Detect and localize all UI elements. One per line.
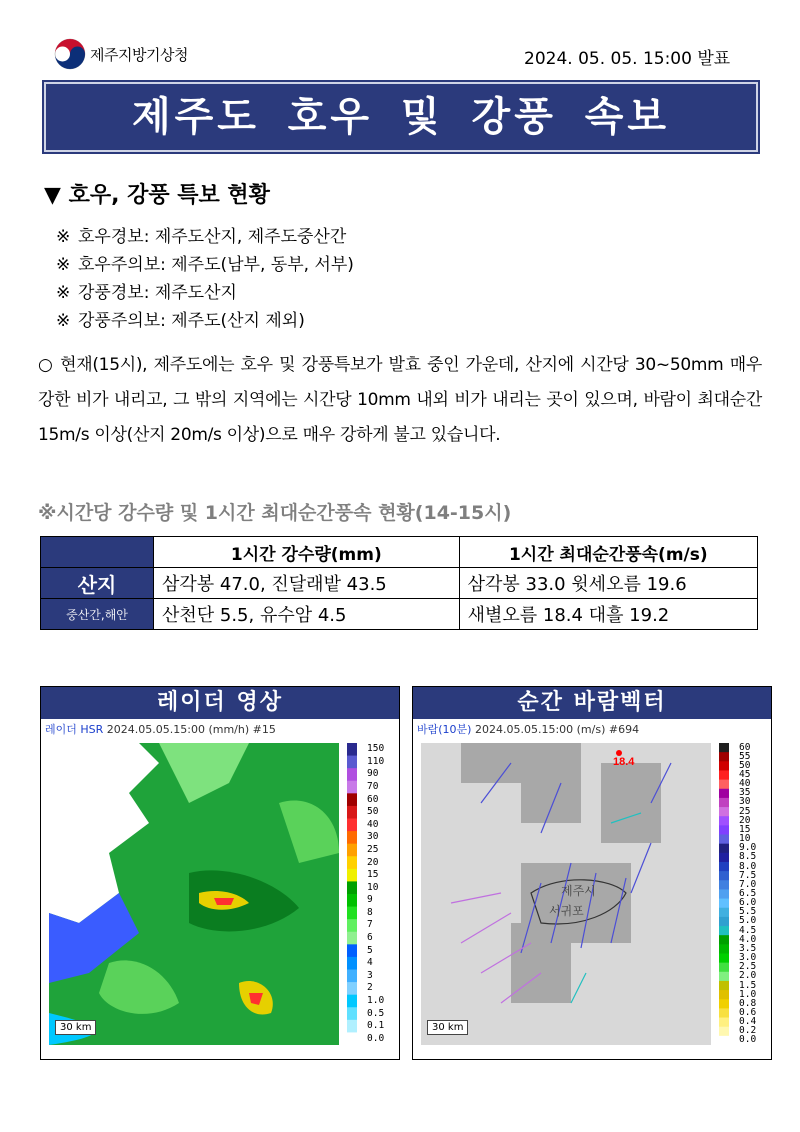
status-heading: ▼ 호우, 강풍 특보 현황: [44, 183, 270, 208]
wind-cell: 삼각봉 33.0 윗세오름 19.6: [459, 568, 757, 599]
radar-color-swatch: [347, 768, 357, 781]
status-item-text: 강풍경보: 제주도산지: [78, 283, 237, 303]
row-label: 중산간,해안: [41, 599, 154, 630]
radar-color-swatch: [347, 932, 357, 945]
wind-color-swatch: [719, 1018, 729, 1028]
radar-color-swatch: [347, 831, 357, 844]
radar-legend-label: 40: [367, 818, 379, 830]
observation-table: [40, 536, 758, 630]
radar-color-bar: [347, 743, 357, 1045]
wind-legend-label: 1.5: [739, 979, 757, 991]
wind-legend-label: 15: [739, 823, 751, 835]
radar-legend-label: 0.1: [367, 1020, 385, 1032]
wind-color-swatch: [719, 862, 729, 872]
ref-mark: ※: [56, 283, 71, 303]
wind-color-swatch: [719, 770, 729, 780]
radar-color-swatch: [347, 970, 357, 983]
radar-scale-bar: 30 km: [55, 1020, 96, 1035]
wind-legend-label: 0.6: [739, 1006, 757, 1018]
wind-color-swatch: [719, 743, 729, 753]
radar-legend-label: 5: [367, 944, 373, 956]
wind-legend-label: 0.4: [739, 1016, 757, 1028]
wind-legend-label: 0.8: [739, 997, 757, 1009]
wind-color-swatch: [719, 835, 729, 845]
radar-legend-label: 9: [367, 894, 373, 906]
radar-info: 2024.05.05.15:00 (mm/h) #15: [106, 723, 276, 736]
wind-color-swatch: [719, 853, 729, 863]
radar-color-swatch: [347, 781, 357, 794]
wind-color-swatch: [719, 816, 729, 826]
column-header-rain: 1시간 강수량(mm): [154, 537, 460, 568]
wind-color-swatch: [719, 789, 729, 799]
wind-color-swatch: [719, 963, 729, 973]
ref-mark: ※: [56, 227, 71, 247]
status-item: [56, 278, 237, 303]
wind-color-swatch: [719, 880, 729, 890]
wind-legend-label: 50: [739, 759, 751, 771]
status-item: [56, 250, 354, 275]
wind-legend-label: 2.5: [739, 961, 757, 973]
radar-legend-label: 30: [367, 831, 379, 843]
wind-color-swatch: [719, 908, 729, 918]
status-item-text: 강풍주의보: 제주도(산지 제외): [78, 311, 305, 331]
radar-color-swatch: [347, 819, 357, 832]
wind-color-swatch: [719, 981, 729, 991]
radar-color-swatch: [347, 1020, 357, 1033]
wind-legend-label: 0.0: [739, 1034, 757, 1046]
wind-legend-label: 20: [739, 814, 751, 826]
radar-legend-label: 20: [367, 856, 379, 868]
radar-legend-label: 50: [367, 806, 379, 818]
radar-legend-label: 4: [367, 957, 373, 969]
radar-legend-label: 0.5: [367, 1007, 385, 1019]
wind-color-bar: [719, 743, 729, 1045]
wind-info: 2024.05.05.15:00 (m/s) #694: [474, 723, 640, 736]
wind-legend-label: 3.0: [739, 952, 757, 964]
radar-legend-label: 90: [367, 768, 379, 780]
status-item-text: 호우주의보: 제주도(남부, 동부, 서부): [78, 255, 354, 275]
wind-color-swatch: [719, 761, 729, 771]
wind-title: 순간 바람벡터: [413, 687, 771, 719]
wind-legend-label: 9.0: [739, 842, 757, 854]
radar-legend-label: 8: [367, 906, 373, 918]
wind-color-swatch: [719, 1027, 729, 1037]
radar-color-swatch: [347, 919, 357, 932]
summary-paragraph: ○ 현재(15시), 제주도에는 호우 및 강풍특보가 발효 중인 가운데, 산지에 시간당 30~50mm 매우 강한 비가 내리고, 그 밖의 지역에는 시간당 10mm 내외 비가 내리는 곳이 있으며, 바람이 최대순간 15m/s 이상(산지 20m/s 이상)으로 매우 강하게 불고 있습니다.: [38, 355, 762, 445]
wind-color-swatch: [719, 999, 729, 1009]
radar-legend-label: 10: [367, 881, 379, 893]
wind-color-swatch: [719, 944, 729, 954]
wind-legend: [739, 743, 769, 1045]
ref-mark: ※: [56, 311, 71, 331]
wind-legend-label: 35: [739, 787, 751, 799]
wind-legend-label: 7.0: [739, 878, 757, 890]
wind-legend-label: 45: [739, 769, 751, 781]
radar-legend-label: 3: [367, 969, 373, 981]
ref-mark: ※: [56, 255, 71, 275]
wind-color-swatch: [719, 990, 729, 1000]
observation-heading: ※시간당 강수량 및 1시간 최대순간풍속 현황(14-15시): [38, 502, 512, 524]
wind-color-swatch: [719, 889, 729, 899]
radar-color-swatch: [347, 869, 357, 882]
radar-color-swatch: [347, 1007, 357, 1020]
radar-color-swatch: [347, 1032, 357, 1045]
radar-info-line: [41, 719, 399, 741]
wind-legend-label: 8.0: [739, 860, 757, 872]
wind-color-swatch: [719, 935, 729, 945]
radar-color-swatch: [347, 957, 357, 970]
radar-legend-label: 60: [367, 793, 379, 805]
wind-legend-label: 30: [739, 796, 751, 808]
radar-title: 레이더 영상: [41, 687, 399, 719]
wind-color-swatch: [719, 926, 729, 936]
status-item: [56, 222, 346, 247]
wind-color-swatch: [719, 953, 729, 963]
wind-legend-label: 5.5: [739, 906, 757, 918]
radar-legend-label: 1.0: [367, 994, 385, 1006]
table-header-row: [41, 537, 758, 568]
rain-cell: 산천단 5.5, 유수암 4.5: [154, 599, 460, 630]
map-label-jeju: 제주시: [561, 884, 596, 898]
wind-color-swatch: [719, 798, 729, 808]
radar-legend-label: 15: [367, 869, 379, 881]
wind-vector-image: [421, 743, 711, 1045]
radar-legend-label: 7: [367, 919, 373, 931]
wind-color-swatch: [719, 972, 729, 982]
wind-legend-label: 8.5: [739, 851, 757, 863]
radar-color-swatch: [347, 793, 357, 806]
wind-color-swatch: [719, 780, 729, 790]
wind-legend-label: 40: [739, 778, 751, 790]
wind-legend-label: 55: [739, 750, 751, 762]
table-corner: [41, 537, 154, 568]
wind-legend-label: 5.0: [739, 915, 757, 927]
status-item: [56, 306, 305, 331]
radar-color-swatch: [347, 881, 357, 894]
wind-legend-label: 4.5: [739, 924, 757, 936]
page-title: 제주도 호우 및 강풍 속보: [44, 82, 758, 152]
radar-legend-label: 70: [367, 781, 379, 793]
radar-legend-label: 110: [367, 755, 385, 767]
station-value: 18.4: [613, 756, 635, 768]
wind-legend-label: 0.2: [739, 1025, 757, 1037]
radar-legend-label: 0.0: [367, 1032, 385, 1044]
wind-legend-label: 4.0: [739, 933, 757, 945]
wind-color-swatch: [719, 1036, 729, 1045]
wind-legend-label: 25: [739, 805, 751, 817]
wind-color-swatch: [719, 825, 729, 835]
radar-legend-label: 150: [367, 743, 385, 755]
wind-info-line: [413, 719, 771, 741]
radar-legend-label: 6: [367, 932, 373, 944]
radar-color-swatch: [347, 907, 357, 920]
wind-color-swatch: [719, 752, 729, 762]
row-label: 산지: [41, 568, 154, 599]
radar-panel: [40, 686, 400, 1060]
agency-name: 제주지방기상청: [90, 46, 188, 64]
wind-scale-bar: 30 km: [427, 1020, 468, 1035]
wind-color-swatch: [719, 899, 729, 909]
radar-color-swatch: [347, 743, 357, 756]
radar-color-swatch: [347, 806, 357, 819]
radar-color-swatch: [347, 894, 357, 907]
wind-legend-label: 60: [739, 741, 751, 753]
radar-legend-label: 25: [367, 843, 379, 855]
status-item-text: 호우경보: 제주도산지, 제주도중산간: [78, 227, 347, 247]
radar-color-swatch: [347, 756, 357, 769]
wind-legend-label: 1.0: [739, 988, 757, 1000]
radar-legend: [367, 743, 397, 1045]
wind-color-swatch: [719, 1008, 729, 1018]
map-label-seogwipo: 서귀포: [549, 904, 584, 918]
issue-date: 2024. 05. 05. 15:00 발표: [524, 49, 731, 69]
wind-label: 바람(10분): [417, 723, 472, 736]
radar-color-swatch: [347, 995, 357, 1008]
agency-logo-icon: [54, 38, 86, 70]
radar-label: 레이더 HSR: [45, 723, 104, 736]
wind-panel: [412, 686, 772, 1060]
rain-cell: 삼각봉 47.0, 진달래밭 43.5: [154, 568, 460, 599]
radar-legend-label: 2: [367, 982, 373, 994]
radar-image: [49, 743, 339, 1045]
wind-legend-label: 2.0: [739, 970, 757, 982]
radar-color-swatch: [347, 944, 357, 957]
radar-color-swatch: [347, 856, 357, 869]
wind-legend-label: 7.5: [739, 869, 757, 881]
wind-legend-label: 6.0: [739, 897, 757, 909]
table-row: [41, 568, 758, 599]
wind-color-swatch: [719, 807, 729, 817]
wind-color-swatch: [719, 917, 729, 927]
column-header-wind: 1시간 최대순간풍속(m/s): [459, 537, 757, 568]
wind-legend-label: 3.5: [739, 942, 757, 954]
table-row: [41, 599, 758, 630]
radar-color-swatch: [347, 844, 357, 857]
wind-legend-label: 10: [739, 833, 751, 845]
wind-color-swatch: [719, 871, 729, 881]
wind-cell: 새별오름 18.4 대흘 19.2: [459, 599, 757, 630]
wind-legend-label: 6.5: [739, 888, 757, 899]
radar-color-swatch: [347, 982, 357, 995]
wind-color-swatch: [719, 844, 729, 854]
